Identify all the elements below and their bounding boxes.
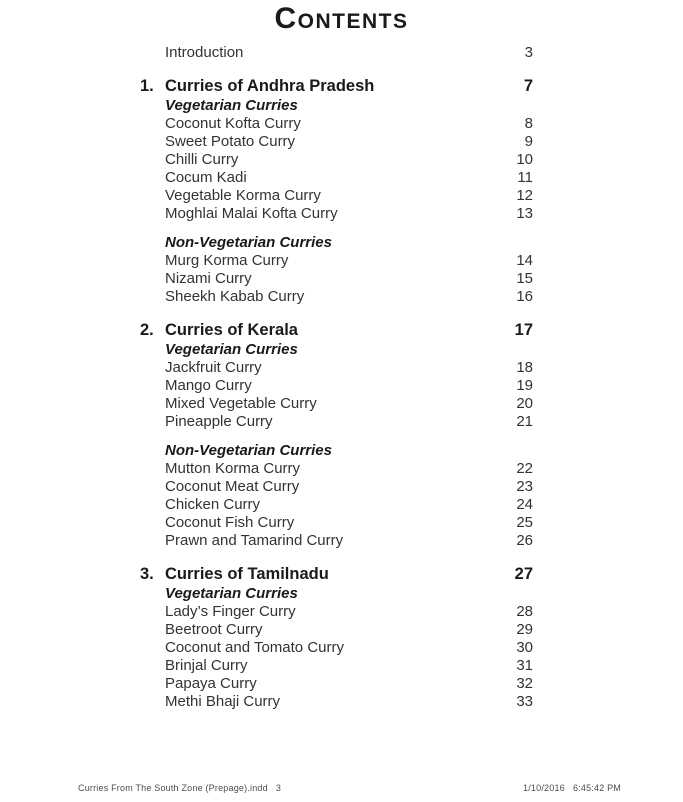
toc-entry-page: 26	[516, 532, 533, 549]
toc-entry-label: Sheekh Kabab Curry	[165, 288, 305, 305]
toc-group-items	[140, 460, 533, 550]
toc-entry-page: 23	[516, 478, 533, 495]
toc-entry-page: 33	[516, 693, 533, 710]
toc-entry-label: Coconut Kofta Curry	[165, 115, 301, 132]
toc-entry	[140, 151, 533, 169]
section-heading-row	[140, 76, 533, 96]
toc-entry-label: Chilli Curry	[165, 151, 239, 168]
toc-entry-page: 3	[524, 44, 533, 61]
toc-entry-label: Cocum Kadi	[165, 169, 247, 186]
toc-section	[140, 320, 533, 550]
toc-entry-label: Prawn and Tamarind Curry	[165, 532, 344, 549]
toc-entry-label: Introduction	[165, 44, 244, 61]
toc-entry-label: Methi Bhaji Curry	[165, 693, 281, 710]
toc-entry	[140, 603, 533, 621]
toc-entry-page: 15	[516, 270, 533, 287]
toc-entry	[140, 395, 533, 413]
toc-entry	[140, 413, 533, 431]
toc-entry-label: Mixed Vegetable Curry	[165, 395, 317, 412]
section-groups	[140, 341, 533, 550]
toc-entry-label: Coconut and Tomato Curry	[165, 639, 344, 656]
toc-entry-page: 9	[524, 133, 533, 150]
toc-entry-label: Mutton Korma Curry	[165, 460, 301, 477]
footer-filename: Curries From The South Zone (Prepage).indd 3	[78, 783, 282, 793]
section-heading	[140, 76, 374, 96]
toc-entry-page: 29	[516, 621, 533, 638]
toc-sections-container	[140, 76, 533, 711]
toc-group-heading: Vegetarian Curries	[165, 341, 298, 358]
toc-entry-label: Vegetable Korma Curry	[165, 187, 321, 204]
toc-entry-page: 31	[516, 657, 533, 674]
toc-entry	[140, 187, 533, 205]
toc-entry-label: Papaya Curry	[165, 675, 257, 692]
toc-entry-page: 11	[517, 169, 533, 186]
toc-entry-page: 30	[516, 639, 533, 656]
toc-entry	[140, 693, 533, 711]
toc-entry	[140, 252, 533, 270]
toc-entry	[140, 478, 533, 496]
toc-entry-label: Moghlai Malai Kofta Curry	[165, 205, 338, 222]
toc-group-items	[140, 252, 533, 306]
toc-entry	[140, 532, 533, 550]
toc-group	[140, 585, 533, 711]
toc-entry-label: Coconut Fish Curry	[165, 514, 295, 531]
toc-entry-label: Pineapple Curry	[165, 413, 273, 430]
toc-entry-page: 24	[516, 496, 533, 513]
footer-timestamp: 1/10/2016 6:45:42 PM	[523, 783, 621, 793]
toc-entry	[140, 359, 533, 377]
toc-entry-label: Lady’s Finger Curry	[165, 603, 296, 620]
toc-entry-label: Chicken Curry	[165, 496, 261, 513]
toc-entry	[140, 169, 533, 187]
toc-entry-page: 12	[516, 187, 533, 204]
toc-group-items	[140, 603, 533, 711]
toc-entry	[140, 621, 533, 639]
toc-entry-page: 22	[516, 460, 533, 477]
toc-entry-page: 28	[516, 603, 533, 620]
contents-page	[0, 2, 683, 802]
toc-section	[140, 76, 533, 306]
toc-entry-label: Coconut Meat Curry	[165, 478, 300, 495]
toc-entry	[140, 377, 533, 395]
section-title: Curries of Tamilnadu	[165, 565, 329, 583]
toc-entry	[140, 514, 533, 532]
section-number: 3.	[140, 565, 154, 583]
section-page: 27	[514, 565, 533, 583]
toc-entry-page: 20	[516, 395, 533, 412]
toc-group-heading: Non-Vegetarian Curries	[165, 442, 332, 459]
toc-group	[140, 97, 533, 223]
section-number: 1.	[140, 77, 154, 95]
page-title: Contents	[274, 2, 409, 35]
toc-entry	[140, 115, 533, 133]
section-page: 17	[514, 321, 533, 339]
toc-group	[140, 442, 533, 550]
table-of-contents	[140, 44, 533, 711]
section-title: Curries of Andhra Pradesh	[165, 77, 375, 95]
section-title: Curries of Kerala	[165, 321, 298, 339]
toc-group	[140, 234, 533, 306]
toc-entry-page: 25	[516, 514, 533, 531]
toc-entry-label: Murg Korma Curry	[165, 252, 289, 269]
toc-group-heading: Vegetarian Curries	[165, 585, 298, 602]
toc-entry	[140, 657, 533, 675]
section-heading-row	[140, 320, 533, 340]
section-groups	[140, 97, 533, 306]
toc-entry-introduction	[140, 44, 533, 62]
toc-entry-label: Mango Curry	[165, 377, 252, 394]
toc-entry-page: 32	[516, 675, 533, 692]
toc-entry-label: Sweet Potato Curry	[165, 133, 296, 150]
toc-group-items	[140, 115, 533, 223]
section-number: 2.	[140, 321, 154, 339]
toc-group	[140, 341, 533, 431]
toc-entry	[140, 460, 533, 478]
toc-entry	[140, 270, 533, 288]
toc-entry-page: 16	[516, 288, 533, 305]
toc-entry-label: Jackfruit Curry	[165, 359, 262, 376]
section-heading	[140, 320, 298, 340]
toc-entry-page: 14	[516, 252, 533, 269]
toc-entry	[140, 639, 533, 657]
toc-entry-label: Beetroot Curry	[165, 621, 263, 638]
toc-entry	[140, 288, 533, 306]
toc-entry-page: 10	[516, 151, 533, 168]
toc-entry-page: 13	[516, 205, 533, 222]
toc-entry-label: Nizami Curry	[165, 270, 252, 287]
toc-group-items	[140, 359, 533, 431]
toc-entry	[140, 675, 533, 693]
toc-entry-page: 19	[516, 377, 533, 394]
toc-group-heading: Non-Vegetarian Curries	[165, 234, 332, 251]
toc-entry-label: Brinjal Curry	[165, 657, 248, 674]
toc-entry	[140, 133, 533, 151]
section-heading	[140, 564, 329, 584]
toc-entry-page: 8	[524, 115, 533, 132]
toc-entry-page: 21	[516, 413, 533, 430]
toc-entry	[140, 496, 533, 514]
toc-section	[140, 564, 533, 711]
section-groups	[140, 585, 533, 711]
section-heading-row	[140, 564, 533, 584]
toc-entry-page: 18	[516, 359, 533, 376]
toc-group-heading: Vegetarian Curries	[165, 97, 298, 114]
toc-entry	[140, 205, 533, 223]
print-footer	[78, 783, 621, 794]
section-page: 7	[523, 77, 533, 95]
